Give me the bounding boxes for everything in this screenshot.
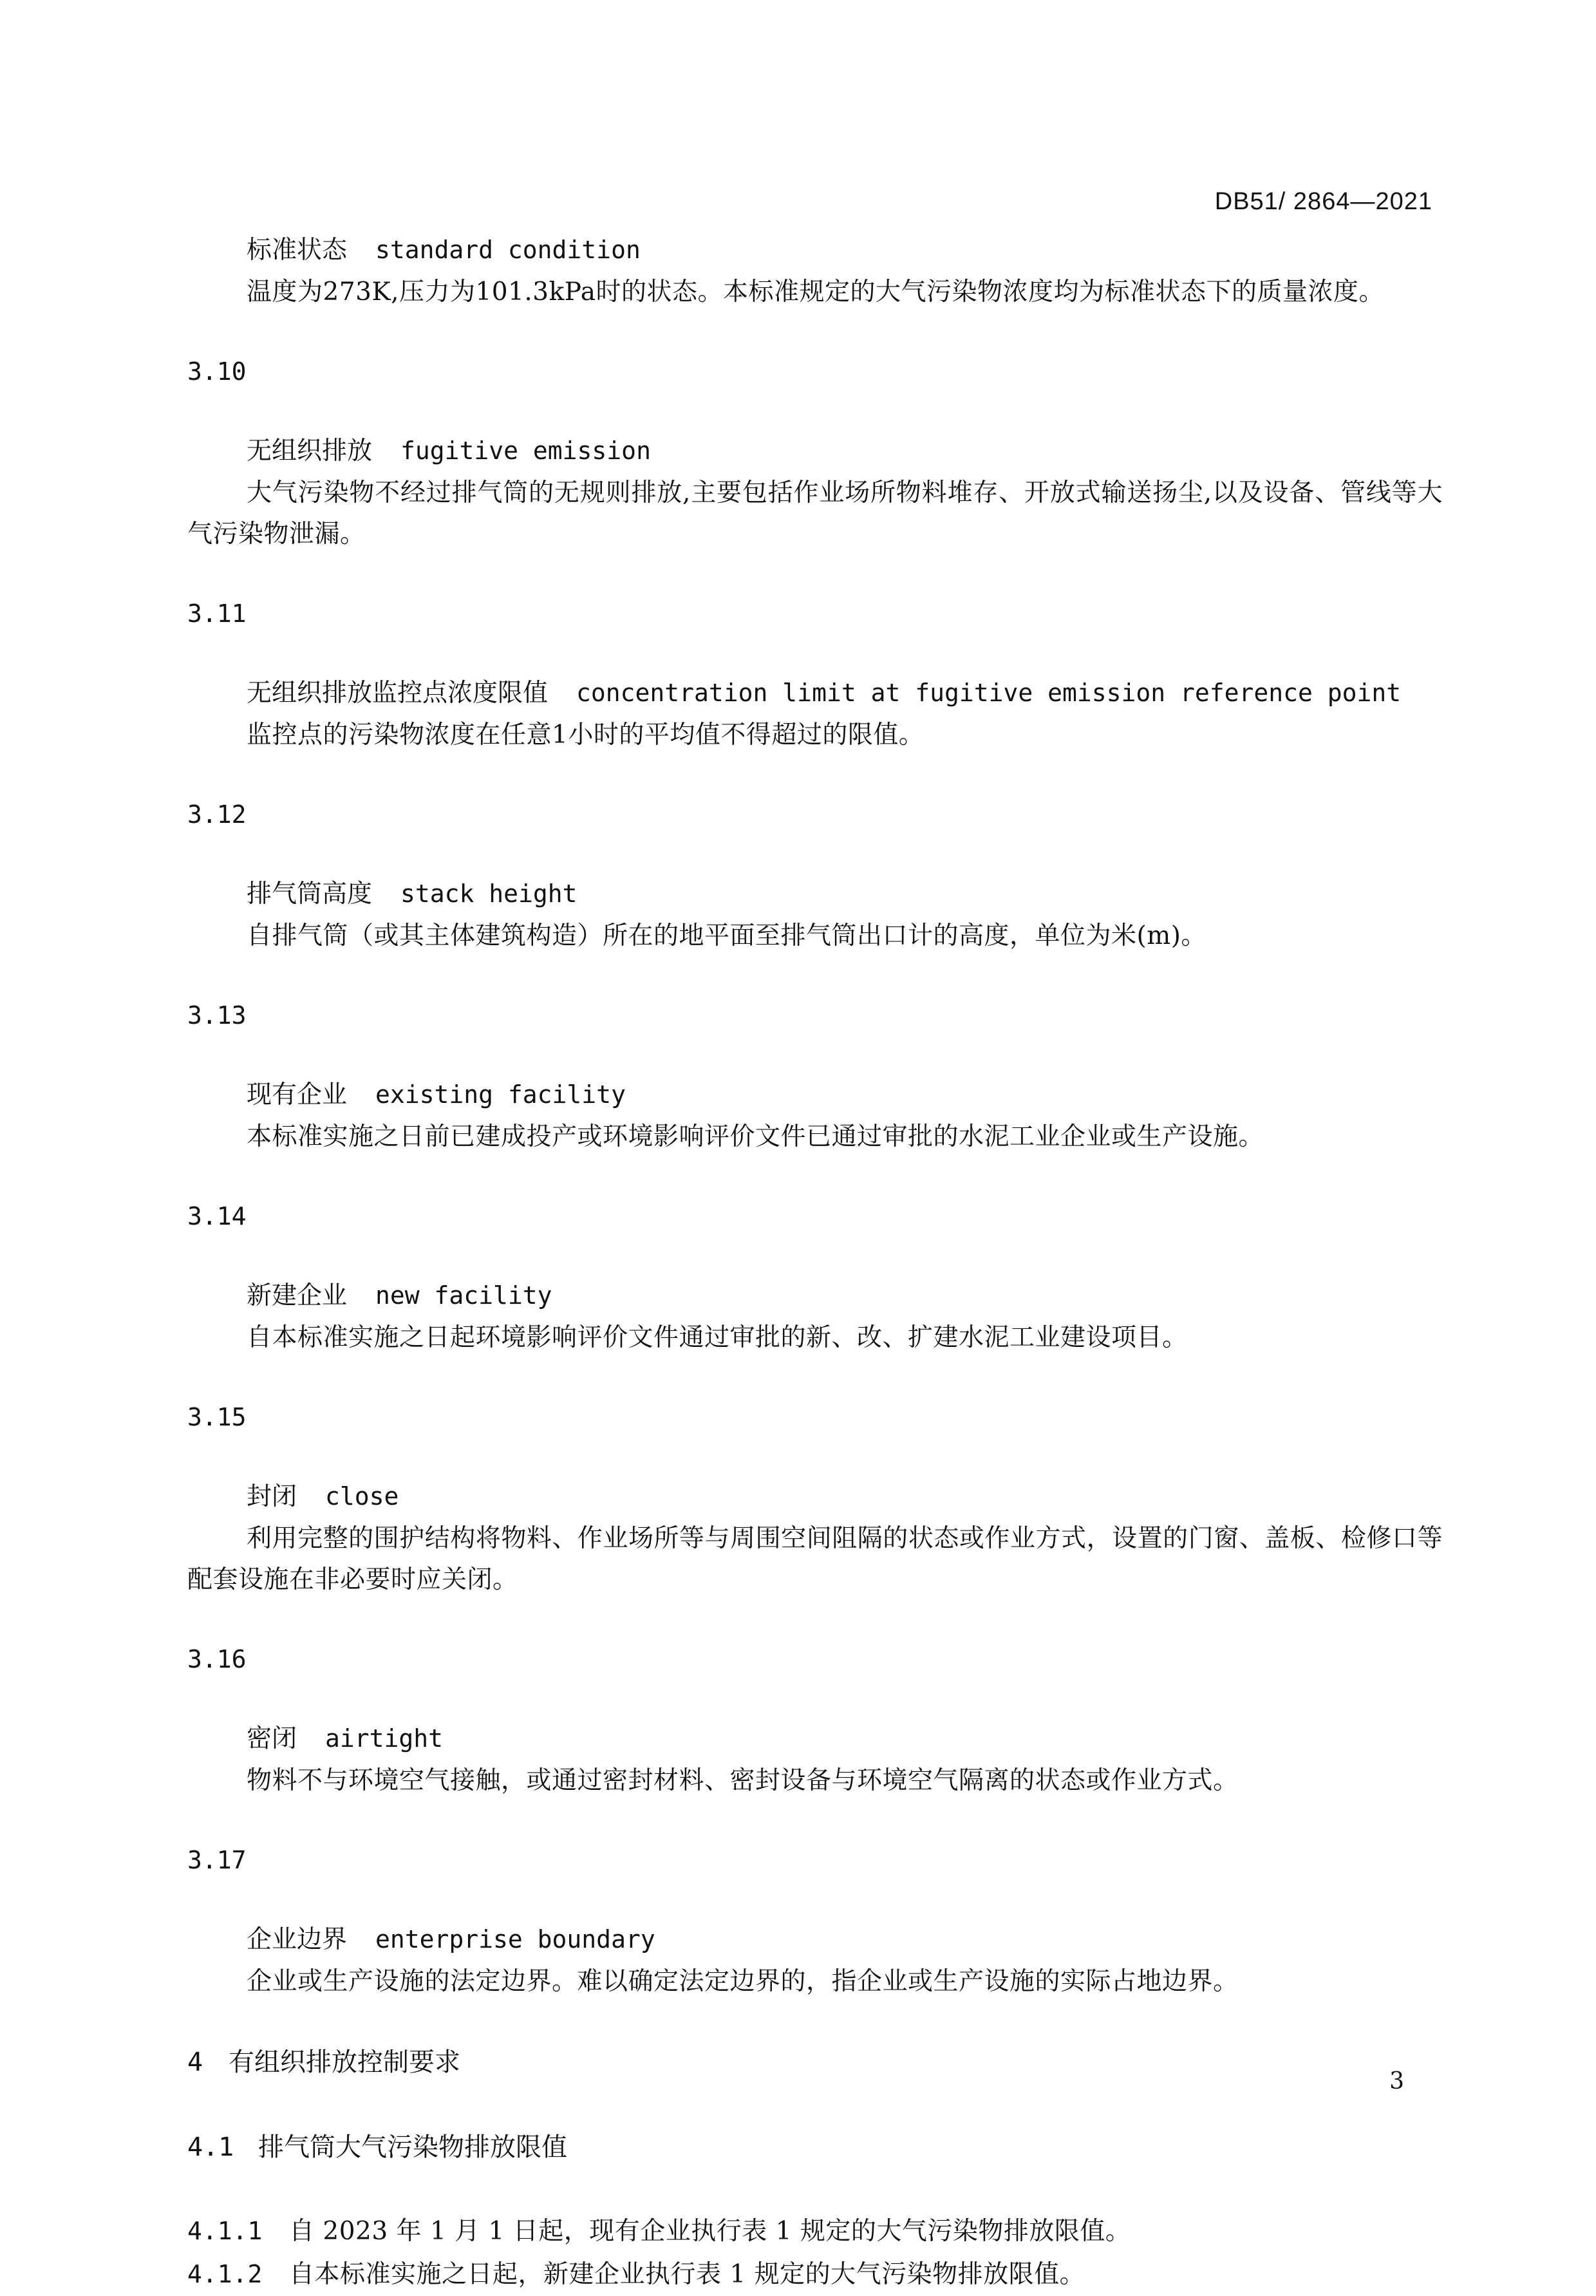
clause-number: 3.13 <box>187 1001 247 1030</box>
term-definition: 温度为273K,压力为101.3kPa时的状态。本标准规定的大气污染物浓度均为标准状态下的质量浓度。 <box>247 278 1384 306</box>
section-title: 有组织排放控制要求 <box>229 2047 460 2077</box>
clause-4-1-2 <box>187 2253 1443 2296</box>
clause-number: 3.16 <box>187 1645 247 1673</box>
term-entry-3-15 <box>187 1396 1443 1601</box>
section-number: 4 <box>187 2047 203 2077</box>
term-definition: 大气污染物不经过排气筒的无规则排放,主要包括作业场所物料堆存、开放式输送扬尘,以及设备、管线等大气污染物泄漏。 <box>187 478 1443 549</box>
term-entry-3-17 <box>187 1839 1443 2002</box>
term-chinese: 无组织排放监控点浓度限值 <box>247 679 549 708</box>
section-heading-4-1 <box>187 2125 1443 2170</box>
clause-number: 3.15 <box>187 1403 247 1431</box>
term-entry-3-12 <box>187 793 1443 957</box>
term-english: existing facility <box>375 1080 626 1109</box>
term-line <box>247 1475 1443 1518</box>
term-english: concentration limit at fugitive emission reference point <box>576 679 1402 707</box>
document-code: DB51/ 2864—2021 <box>1214 188 1432 215</box>
term-chinese: 新建企业 <box>247 1281 348 1310</box>
term-line <box>247 1717 1443 1760</box>
term-line <box>247 229 1443 272</box>
term-definition: 企业或生产设施的法定边界。难以确定法定边界的，指企业或生产设施的实际占地边界。 <box>247 1967 1239 1996</box>
term-chinese: 标准状态 <box>247 236 348 265</box>
clause-number: 4.1.1 <box>187 2217 263 2245</box>
clause-number: 3.10 <box>187 357 247 386</box>
term-entry-3-13 <box>187 994 1443 1158</box>
content-body <box>187 229 1443 2296</box>
term-chinese: 企业边界 <box>247 1925 348 1954</box>
term-line <box>247 872 1443 916</box>
term-line <box>247 672 1443 715</box>
page-number: 3 <box>1389 2068 1404 2094</box>
clause-number: 4.1.2 <box>187 2260 263 2288</box>
clause-4-1-1 <box>187 2210 1443 2253</box>
term-english: airtight <box>325 1724 444 1753</box>
term-definition: 自本标准实施之日起环境影响评价文件通过审批的新、改、扩建水泥工业建设项目。 <box>247 1323 1188 1352</box>
term-chinese: 封闭 <box>247 1482 297 1511</box>
term-line <box>247 1073 1443 1116</box>
term-chinese: 现有企业 <box>247 1080 348 1109</box>
term-english: standard condition <box>375 236 641 264</box>
term-definition: 本标准实施之日前已建成投产或环境影响评价文件已通过审批的水泥工业企业或生产设施。 <box>247 1122 1264 1151</box>
term-english: new facility <box>375 1281 552 1310</box>
term-definition: 监控点的污染物浓度在任意1小时的平均值不得超过的限值。 <box>247 720 925 749</box>
term-english: fugitive emission <box>400 437 651 465</box>
term-entry-3-10 <box>187 350 1443 555</box>
clause-number: 3.14 <box>187 1202 247 1230</box>
clause-number: 3.11 <box>187 599 247 628</box>
term-definition: 物料不与环境空气接触，或通过密封材料、密封设备与环境空气隔离的状态或作业方式。 <box>247 1766 1239 1795</box>
clause-number: 3.17 <box>187 1846 247 1874</box>
clause-text: 自本标准实施之日起，新建企业执行表 1 规定的大气污染物排放限值。 <box>289 2260 1085 2289</box>
term-entry-3-14 <box>187 1195 1443 1359</box>
term-definition: 利用完整的围护结构将物料、作业场所等与周围空间阻隔的状态或作业方式，设置的门窗、盖板、检修口等配套设施在非必要时应关闭。 <box>187 1524 1443 1594</box>
clause-text: 自 2023 年 1 月 1 日起，现有企业执行表 1 规定的大气污染物排放限值。 <box>289 2217 1131 2246</box>
section-number: 4.1 <box>187 2132 234 2162</box>
section-heading-4 <box>187 2040 1443 2085</box>
term-english: stack height <box>400 880 577 908</box>
term-entry-3-16 <box>187 1638 1443 1802</box>
section-title: 排气筒大气污染物排放限值 <box>258 2132 567 2162</box>
term-entry-3-9 <box>187 229 1443 313</box>
term-entry-3-11 <box>187 592 1443 756</box>
term-chinese: 排气筒高度 <box>247 880 373 908</box>
term-english: close <box>325 1482 399 1510</box>
term-line <box>247 1918 1443 1961</box>
term-chinese: 密闭 <box>247 1724 297 1753</box>
term-definition: 自排气筒（或其主体建筑构造）所在的地平面至排气筒出口计的高度，单位为米(m)。 <box>247 921 1206 950</box>
term-line <box>247 429 1443 473</box>
term-chinese: 无组织排放 <box>247 437 373 466</box>
term-line <box>247 1274 1443 1317</box>
term-english: enterprise boundary <box>375 1925 655 1953</box>
clause-number: 3.12 <box>187 800 247 829</box>
